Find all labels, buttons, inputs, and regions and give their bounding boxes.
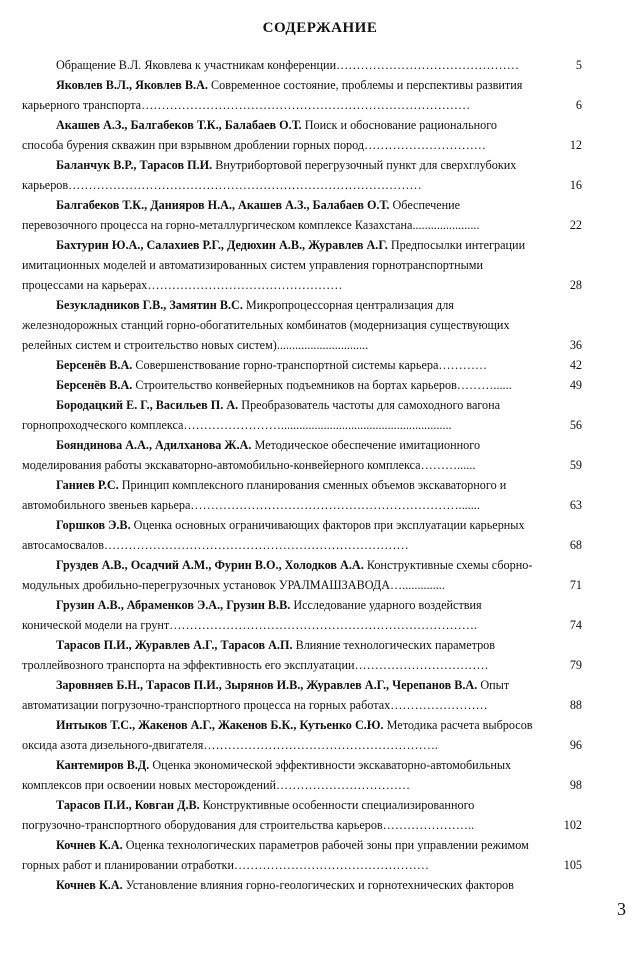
toc-entry-text <box>22 295 534 355</box>
toc-entry <box>22 595 582 635</box>
toc-entry-text <box>22 795 534 835</box>
toc-entry-title: Внутрибортовой перегрузочный пункт для сверхглубоких карьеров…………………………………………………………………………… <box>22 158 517 192</box>
toc-entry-page: 59 <box>569 458 582 472</box>
toc-entry <box>22 795 582 835</box>
toc-entry-authors: Бородацкий Е. Г., Васильев П. А. <box>56 398 239 412</box>
toc-entry-title: Совершенствование горно-транспортной системы карьера………… <box>132 358 488 372</box>
toc-entry <box>22 155 582 195</box>
toc-entry-authors: Кочнев К.А. <box>56 838 123 852</box>
toc-entry-page: 28 <box>569 278 582 292</box>
toc-entry-text <box>22 555 534 595</box>
toc-entry-text <box>22 155 534 195</box>
toc-entry-text <box>22 375 534 395</box>
toc-entry-authors: Тарасов П.И., Ковган Д.В. <box>56 798 200 812</box>
toc-entry-title: Современное состояние, проблемы и перспективы развития карьерного транспорта……………………………………………………………………… <box>22 78 523 112</box>
toc-entry-authors: Грузин А.В., Абраменков Э.А., Грузин В.В. <box>56 598 291 612</box>
toc-entry-text <box>22 115 534 155</box>
toc-entry-authors: Акашев А.З., Балгабеков Т.К., Балабаев О.Т. <box>56 118 302 132</box>
toc-entry <box>22 475 582 515</box>
toc-entry-title: Микропроцессорная централизация для железнодорожных станций горно-обогатительных комбинатов (модернизация существующих релейных систем и строительство новых систем).............................. <box>22 298 510 352</box>
toc-entry-authors: Баланчук В.Р., Тарасов П.И. <box>56 158 213 172</box>
toc-entry <box>22 235 582 295</box>
toc-entry <box>22 195 582 235</box>
toc-entry <box>22 875 582 895</box>
toc-entry-authors: Кочнев К.А. <box>56 878 123 892</box>
toc-entry-text <box>22 675 534 715</box>
toc-entry-page: 49 <box>569 378 582 392</box>
toc-entry-text <box>22 635 534 675</box>
toc-entry-page: 79 <box>569 658 582 672</box>
toc-entry-text <box>22 75 534 115</box>
toc-entry <box>22 555 582 595</box>
toc-entry <box>22 395 582 435</box>
toc-entry-page: 96 <box>569 738 582 752</box>
toc-entry <box>22 715 582 755</box>
toc-entry-title: Принцип комплексного планирования сменных объемов экскаваторного и автомобильного звеньев карьера…………………………………………………………....... <box>22 478 507 512</box>
toc-entry-title: Влияние технологических параметров троллейвозного транспорта на эффективность его эксплуатации…………………………… <box>22 638 496 672</box>
toc-entry-text <box>22 395 534 435</box>
toc-entry <box>22 675 582 715</box>
toc-entry-authors: Ганиев Р.С. <box>56 478 119 492</box>
toc-entry-text <box>22 595 534 635</box>
toc-entry-text <box>22 475 534 515</box>
toc-entry-page: 5 <box>575 58 582 72</box>
toc-entry-title: Поиск и обоснование рационального способа бурения скважин при взрывном дроблении горных пород………………………… <box>22 118 498 152</box>
toc-entry <box>22 835 582 875</box>
toc-entry-page: 74 <box>569 618 582 632</box>
toc-entry-text <box>22 515 534 555</box>
toc-entry-title: Оценка технологических параметров рабочей зоны при управлении режимом горных работ и планировании отработки………………………………………… <box>22 838 529 872</box>
toc-entry <box>22 635 582 675</box>
toc-entry-authors: Интыков Т.С., Жакенов А.Г., Жакенов Б.К., Кутьенко С.Ю. <box>56 718 384 732</box>
toc-entry <box>22 55 582 75</box>
toc-entry-text <box>22 195 534 235</box>
toc-entry-text <box>22 755 534 795</box>
toc-entry-title: Оценка экономической эффективности экскаваторно-автомобильных комплексов при освоении новых месторождений…………………………… <box>22 758 512 792</box>
toc-entry-authors: Бахтурин Ю.А., Салахиев Р.Г., Дедюхин А.В., Журавлев А.Г. <box>56 238 388 252</box>
toc-entry-authors: Горшков Э.В. <box>56 518 131 532</box>
toc-entry-authors: Берсенёв В.А. <box>56 358 133 372</box>
toc-entry <box>22 375 582 395</box>
toc-entry-title: Преобразователь частоты для самоходного вагона горнопроходческого комплекса……………………........................................................ <box>22 398 501 432</box>
toc-entry-title: Методика расчета выбросов оксида азота дизельного-двигателя…………………………………………………. <box>22 718 533 752</box>
toc-entry-title: Строительство конвейерных подъемников на бортах карьеров………...... <box>132 378 512 392</box>
toc-entry-title: Оценка основных ограничивающих факторов при эксплуатации карьерных автосамосвалов………………………………………………………………… <box>22 518 525 552</box>
toc-entry <box>22 755 582 795</box>
toc-entry-authors: Заровняев Б.Н., Тарасов П.И., Зырянов И.В., Журавлев А.Г., Черепанов В.А. <box>56 678 478 692</box>
toc-entry-page: 71 <box>569 578 582 592</box>
toc-entry-authors: Безукладников Г.В., Замятин В.С. <box>56 298 243 312</box>
toc-entry-page: 102 <box>563 818 582 832</box>
toc-entry-text <box>22 875 534 895</box>
toc-entry-title: Конструктивные особенности специализированного погрузочно-транспортного оборудования для строительства карьеров………………….. <box>22 798 475 832</box>
toc-entry-text <box>22 715 534 755</box>
toc-entry-page: 98 <box>569 778 582 792</box>
toc-entry-title: Обращение В.Л. Яковлева к участникам конференции……………………………………… <box>56 58 519 72</box>
toc-entry-page: 12 <box>569 138 582 152</box>
toc-entry-page: 88 <box>569 698 582 712</box>
toc-entry-authors: Балгабеков Т.К., Данияров Н.А., Акашев А.З., Балабаев О.Т. <box>56 198 390 212</box>
toc-entry-authors: Берсенёв В.А. <box>56 378 133 392</box>
toc-entry <box>22 295 582 355</box>
toc-entry-title: Исследование ударного воздействия конической модели на грунт…………………………………………………………………. <box>22 598 482 632</box>
toc-entry-text <box>22 55 534 75</box>
toc-entry-title: Опыт автоматизации погрузочно-транспортного процесса на горных работах…………………… <box>22 678 510 712</box>
toc-entry-page: 6 <box>575 98 582 112</box>
toc-entry-page: 42 <box>569 358 582 372</box>
toc-entry-title: Конструктивные схемы сборно-модульных дробильно-перегрузочных установок УРАЛМАШЗАВОДА….............. <box>22 558 533 592</box>
toc-entry-page: 63 <box>569 498 582 512</box>
toc-entry-authors: Бояндинова А.А., Адилханова Ж.А. <box>56 438 252 452</box>
toc-entry-page: 68 <box>569 538 582 552</box>
toc-entry-text <box>22 235 534 295</box>
page-number: 3 <box>617 899 626 919</box>
toc-entry-title: Обеспечение перевозочного процесса на горно-металлургическом комплексе Казахстана...................... <box>22 198 480 232</box>
toc-entry <box>22 115 582 155</box>
page-title: СОДЕРЖАНИЕ <box>262 20 378 36</box>
toc-entry-text <box>22 835 534 875</box>
toc-entry <box>22 355 582 375</box>
toc-entry-page: 105 <box>563 858 582 872</box>
toc-entry <box>22 435 582 475</box>
toc-entry-page: 22 <box>569 218 582 232</box>
toc-entry <box>22 515 582 555</box>
toc-entry-authors: Груздев А.В., Осадчий А.М., Фурин В.О., Холодков А.А. <box>56 558 364 572</box>
toc-entry-authors: Кантемиров В.Д. <box>56 758 150 772</box>
toc-entry-authors: Тарасов П.И., Журавлев А.Г., Тарасов А.П. <box>56 638 293 652</box>
toc-entry <box>22 75 582 115</box>
toc-entry-page: 36 <box>569 338 582 352</box>
toc-entry-title: Предпосылки интеграции имитационных моделей и автоматизированных систем управления горнотранспортными процессами на карьерах………………………………………… <box>22 238 526 292</box>
toc-entry-title: Методическое обеспечение имитационного моделирования работы экскаваторно-автомобильно-конвейерного комплекса………...... <box>22 438 481 472</box>
toc-entry-text <box>22 355 534 375</box>
toc-entry-title: Установление влияния горно-геологических и горнотехнических факторов <box>122 878 514 892</box>
toc-entry-page: 56 <box>569 418 582 432</box>
table-of-contents <box>22 55 582 895</box>
toc-entry-page: 16 <box>569 178 582 192</box>
toc-entry-authors: Яковлев В.Л., Яковлев В.А. <box>56 78 208 92</box>
toc-entry-text <box>22 435 534 475</box>
